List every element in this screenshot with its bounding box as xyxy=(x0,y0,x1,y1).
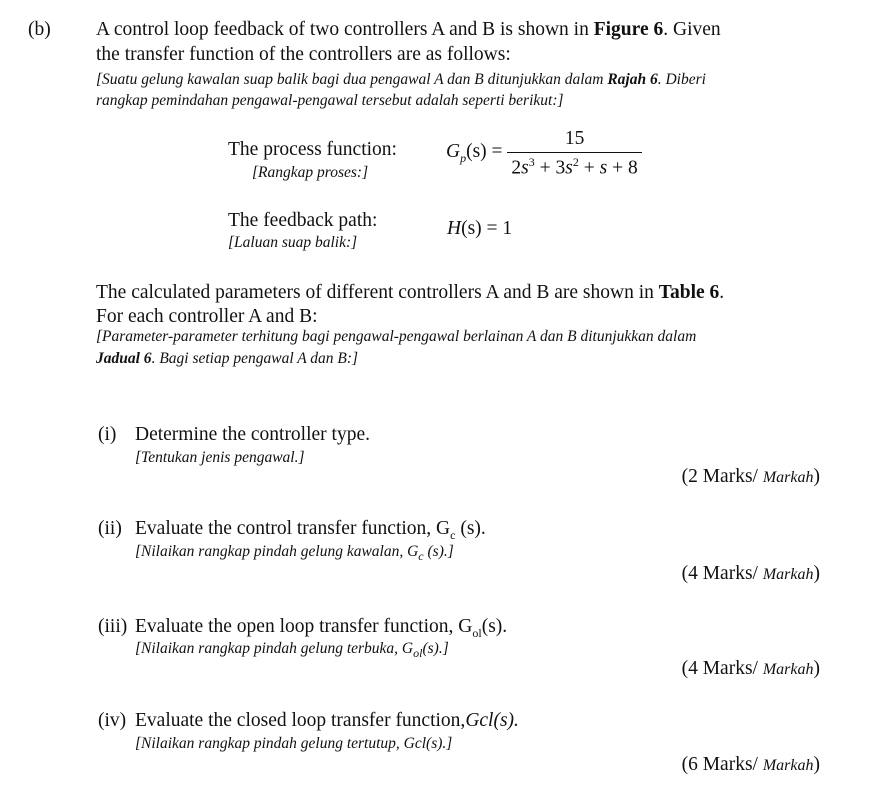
feedback-path-label: The feedback path: xyxy=(228,210,378,231)
question-iv-marks: (6 Marks/ Markah) xyxy=(681,754,820,775)
question-ii-number: (ii) xyxy=(98,518,122,539)
question-iii-malay: [Nilaikan rangkap pindah gelung terbuka, $G_{ol}(s)$.] xyxy=(135,640,449,661)
process-transfer-function xyxy=(446,128,642,180)
feedback-path-label-malay: [Laluan suap balik:] xyxy=(228,234,358,251)
table-para-text: The calculated parameters of different controllers A and B are shown in xyxy=(96,282,659,303)
question-iii-number: (iii) xyxy=(98,616,128,637)
question-i-malay: [Tentukan jenis pengawal.] xyxy=(135,449,305,466)
figure-reference: Figure 6 xyxy=(593,19,664,40)
question-ii-text: Evaluate the control transfer function, $G_c$ (s). xyxy=(135,518,486,542)
feedback-transfer-function xyxy=(447,218,512,240)
intro-line-2: the transfer function of the controllers are as follows: xyxy=(96,44,511,65)
rajah-reference: Rajah 6 xyxy=(607,71,658,88)
fraction-denominator: $2s^3 + 3s^2 + s + 8$ xyxy=(511,155,638,179)
question-iii-marks: (4 Marks/ Markah) xyxy=(681,658,820,679)
table-reference: Table 6 xyxy=(658,282,720,303)
intro-malay-line-1 xyxy=(96,71,706,89)
intro-line-1 xyxy=(96,19,721,41)
process-function-label-malay: [Rangkap proses:] xyxy=(252,164,369,181)
process-function-label: The process function: xyxy=(228,139,397,160)
g-symbol: G xyxy=(446,141,461,163)
intro-malay-text-end: . Diberi xyxy=(657,71,706,88)
table-para-line-2: For each controller A and B: xyxy=(96,306,318,327)
question-iii-text: Evaluate the open loop transfer function, $G_{ol}(s)$. xyxy=(135,616,508,640)
question-iv-malay: [Nilaikan rangkap pindah gelung tertutup, Gcl(s).] xyxy=(135,735,453,752)
intro-text-end: . Given xyxy=(663,19,721,40)
intro-malay-text: [Suatu gelung kawalan suap balik bagi dua pengawal A dan B ditunjukkan dalam xyxy=(96,71,608,88)
jadual-reference: Jadual 6 xyxy=(96,350,152,367)
h-symbol: H xyxy=(447,218,462,239)
h-argument: (s) = 1 xyxy=(461,218,513,239)
question-iv-number: (iv) xyxy=(98,710,127,731)
question-iv-text: Evaluate the closed loop transfer function,Gcl(s). xyxy=(135,710,519,731)
part-label: (b) xyxy=(28,19,51,40)
intro-malay-line-2: rangkap pemindahan pengawal-pengawal tersebut adalah seperti berikut:] xyxy=(96,92,564,109)
table-para-line-1 xyxy=(96,282,724,304)
question-i-number: (i) xyxy=(98,424,117,445)
fraction-numerator: 15 xyxy=(507,128,641,153)
g-argument: (s) = xyxy=(466,141,503,163)
table-para-malay-line-2 xyxy=(96,350,358,368)
table-para-text-end: . xyxy=(719,282,725,303)
question-i-text: Determine the controller type. xyxy=(135,424,370,445)
question-i-marks: (2 Marks/ Markah) xyxy=(681,466,820,487)
intro-text: A control loop feedback of two controllers A and B is shown in xyxy=(96,19,594,40)
transfer-fraction xyxy=(507,128,641,180)
table-para-malay-line-1: [Parameter-parameter terhitung bagi pengawal-pengawal berlainan A dan B ditunjukkan dalam xyxy=(96,328,697,345)
g-subscript: p xyxy=(460,151,467,166)
question-ii-malay: [Nilaikan rangkap pindah gelung kawalan, $G_c$ (s).] xyxy=(135,543,454,564)
question-ii-marks: (4 Marks/ Markah) xyxy=(681,563,820,584)
table-para-malay-text: . Bagi setiap pengawal A dan B:] xyxy=(151,350,359,367)
